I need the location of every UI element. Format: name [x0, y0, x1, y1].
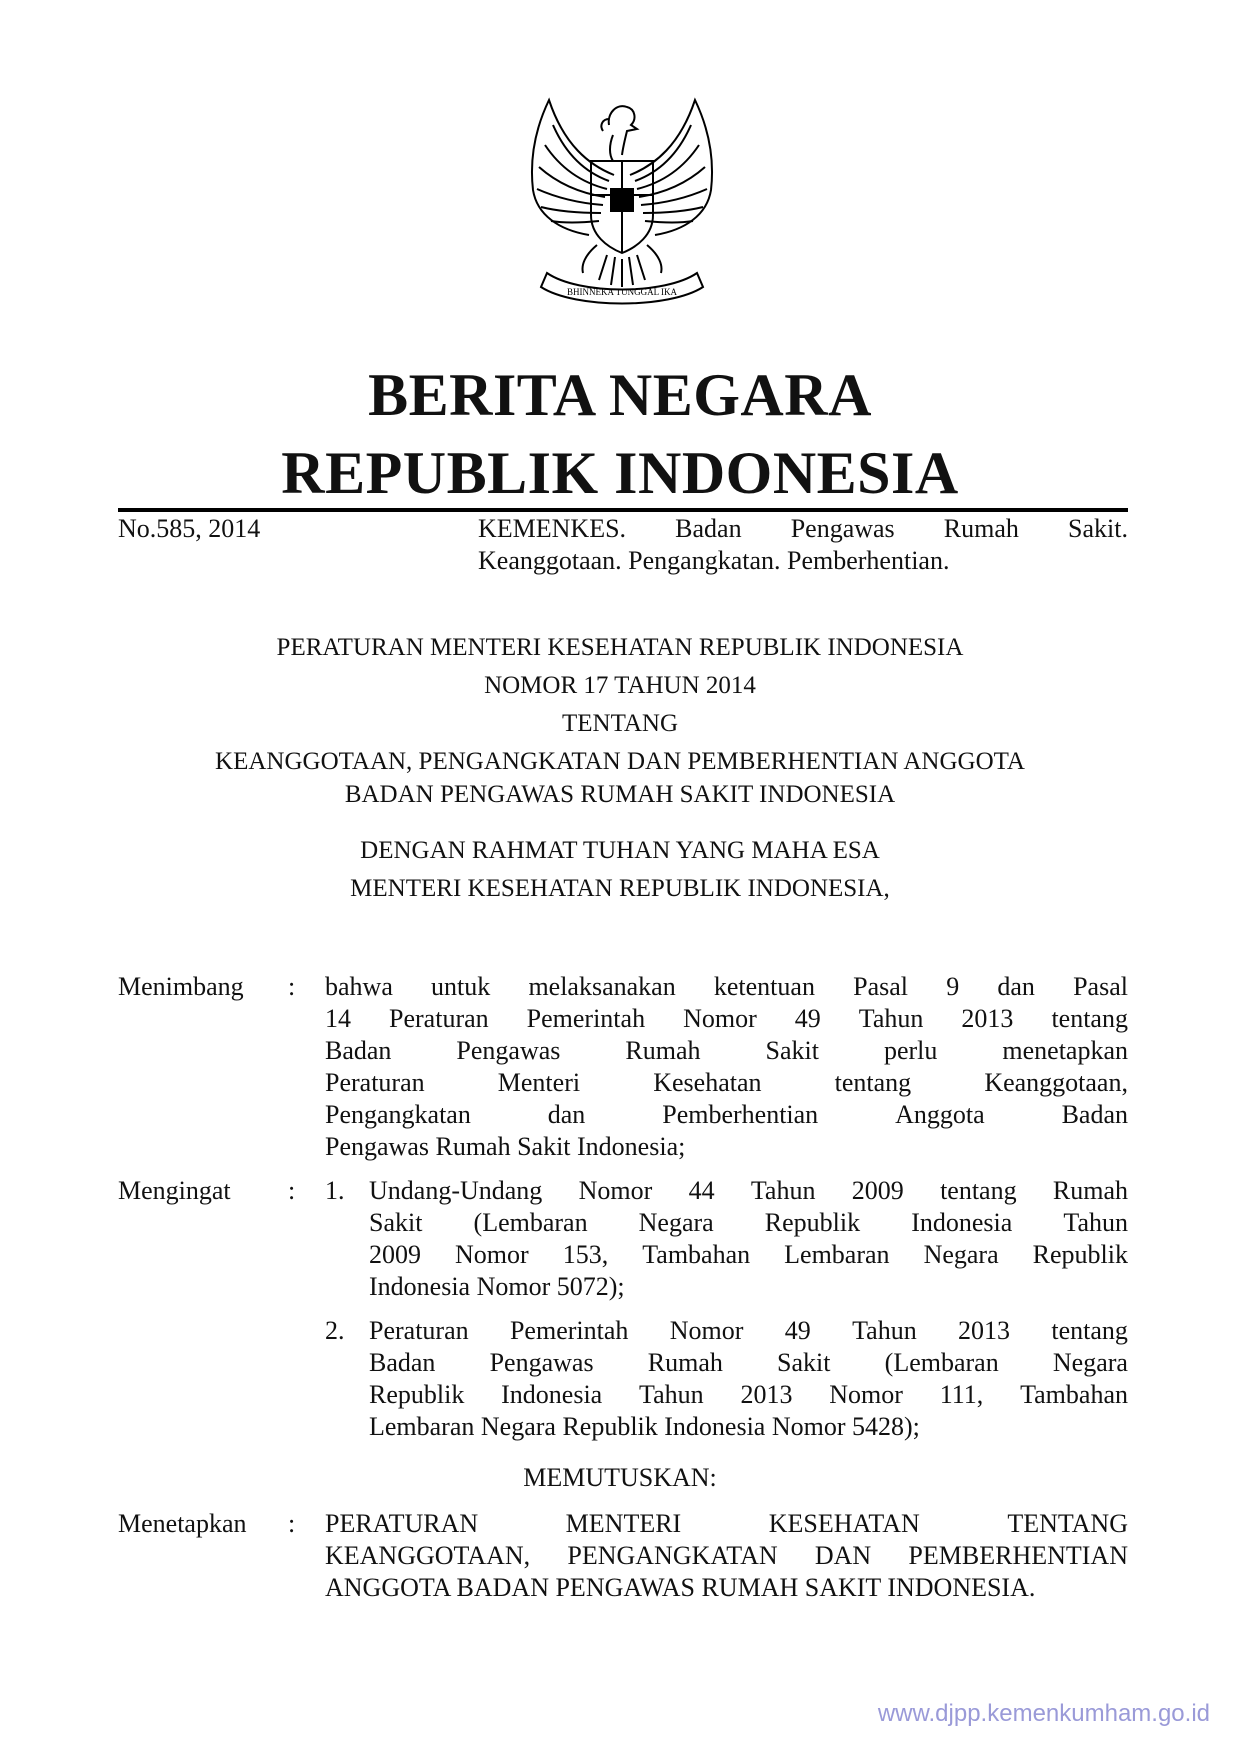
- regulation-tentang: TENTANG: [561, 710, 679, 737]
- garuda-emblem: [519, 95, 725, 311]
- mengingat-item-line: 2009 Nomor 153, Tambahan Lembaran Negara Republik: [369, 1240, 1128, 1269]
- header-divider: [118, 508, 1128, 512]
- menetapkan-line: PERATURAN MENTERI KESEHATAN TENTANG: [325, 1509, 1128, 1538]
- svg-text:BHINNEKA TUNGGAL IKA: BHINNEKA TUNGGAL IKA: [567, 287, 677, 297]
- footer-url[interactable]: www.djpp.kemenkumham.go.id: [877, 1700, 1210, 1727]
- mengingat-item-line: Badan Pengawas Rumah Sakit (Lembaran Negara: [369, 1348, 1128, 1377]
- menimbang-text: [325, 971, 1128, 1163]
- mengingat-item-number: 1.: [325, 1176, 345, 1205]
- regulation-invocation: DENGAN RAHMAT TUHAN YANG MAHA ESA: [360, 837, 880, 864]
- gazette-number: No.585, 2014: [118, 514, 261, 543]
- gazette-subject-line: Keanggotaan. Pengangkatan. Pemberhentian.: [478, 546, 950, 575]
- menimbang-label: Menimbang: [118, 972, 244, 1001]
- memutuskan-heading: MEMUTUSKAN:: [523, 1463, 717, 1492]
- regulation-minister: MENTERI KESEHATAN REPUBLIK INDONESIA,: [350, 875, 890, 902]
- mengingat-label: Mengingat: [118, 1176, 231, 1205]
- gazette-title: BERITA NEGARA: [368, 362, 872, 428]
- menimbang-line: 14 Peraturan Pemerintah Nomor 49 Tahun 2013 tentang: [325, 1004, 1128, 1033]
- menimbang-line: bahwa untuk melaksanakan ketentuan Pasal 9 dan Pasal: [325, 972, 1128, 1001]
- mengingat-item-line: Sakit (Lembaran Negara Republik Indonesia Tahun: [369, 1208, 1128, 1237]
- regulation-heading: PERATURAN MENTERI KESEHATAN REPUBLIK INDONESIA: [276, 634, 964, 661]
- menimbang-line: Peraturan Menteri Kesehatan tentang Keanggotaan,: [325, 1068, 1128, 1097]
- mengingat-item-number: 2.: [325, 1316, 345, 1345]
- mengingat-item-line: Indonesia Nomor 5072);: [369, 1272, 625, 1301]
- gazette-subject: [478, 513, 1128, 577]
- menimbang-line: Badan Pengawas Rumah Sakit perlu menetapkan: [325, 1036, 1128, 1065]
- menetapkan-colon: :: [288, 1509, 296, 1538]
- mengingat-item: [369, 1175, 1128, 1303]
- mengingat-item-line: Lembaran Negara Republik Indonesia Nomor 5428);: [369, 1412, 920, 1441]
- regulation-number: NOMOR 17 TAHUN 2014: [484, 672, 756, 699]
- menimbang-colon: :: [288, 972, 296, 1001]
- menetapkan-label: Menetapkan: [118, 1509, 247, 1538]
- mengingat-item: [369, 1315, 1128, 1443]
- menimbang-line: Pengawas Rumah Sakit Indonesia;: [325, 1132, 686, 1161]
- regulation-subject: BADAN PENGAWAS RUMAH SAKIT INDONESIA: [344, 781, 896, 808]
- menetapkan-text: [325, 1508, 1128, 1604]
- gazette-subject-line: KEMENKES. Badan Pengawas Rumah Sakit.: [478, 514, 1128, 543]
- menetapkan-line: ANGGOTA BADAN PENGAWAS RUMAH SAKIT INDONESIA.: [325, 1573, 1036, 1602]
- regulation-subject: KEANGGOTAAN, PENGANGKATAN DAN PEMBERHENTIAN ANGGOTA: [215, 748, 1025, 775]
- mengingat-item-line: Peraturan Pemerintah Nomor 49 Tahun 2013 tentang: [369, 1316, 1128, 1345]
- mengingat-item-line: Undang-Undang Nomor 44 Tahun 2009 tentang Rumah: [369, 1176, 1128, 1205]
- gazette-subtitle: REPUBLIK INDONESIA: [281, 440, 959, 506]
- mengingat-colon: :: [288, 1176, 296, 1205]
- mengingat-item-line: Republik Indonesia Tahun 2013 Nomor 111, Tambahan: [369, 1380, 1128, 1409]
- menimbang-line: Pengangkatan dan Pemberhentian Anggota Badan: [325, 1100, 1128, 1129]
- menetapkan-line: KEANGGOTAAN, PENGANGKATAN DAN PEMBERHENTIAN: [325, 1541, 1128, 1570]
